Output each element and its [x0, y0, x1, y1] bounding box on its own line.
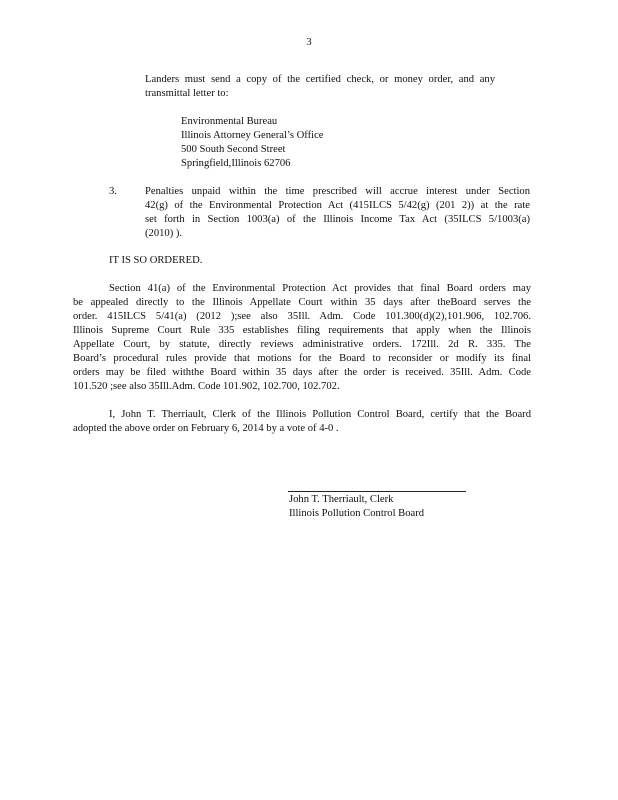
appeal-line-8: 101.520 ;see also 35Ill.Adm. Code 101.902, 102.700, 102.702.	[73, 381, 340, 392]
transmittal-paragraph	[145, 73, 495, 101]
item-3-line-3: set forth in Section 1003(a) of the Illinois Income Tax Act (35ILCS 5/1003(a)	[145, 214, 530, 225]
page-number: 3	[306, 37, 312, 48]
so-ordered-heading: IT IS SO ORDERED.	[109, 255, 203, 266]
certification-line-2: adopted the above order on February 6, 2014 by a vote of 4-0 .	[73, 423, 339, 434]
appeal-line-3: order. 415ILCS 5/41(a) (2012 );see also 35Ill. Adm. Code 101.300(d)(2),101.906, 102.706.	[73, 311, 531, 322]
address-line-4: Springfield,Illinois 62706	[181, 158, 291, 169]
signature-name: John T. Therriault, Clerk	[289, 494, 394, 505]
appeal-line-2: be appealed directly to the Illinois Appellate Court within 35 days after theBoard serves the	[73, 297, 531, 308]
transmittal-line-2: transmittal letter to:	[145, 88, 229, 99]
address-line-1: Environmental Bureau	[181, 116, 278, 127]
appeal-line-6: Board’s procedural rules provide that motions for the Board to reconsider or modify its final	[73, 353, 531, 364]
transmittal-line-1: Landers must send a copy of the certified check, or money order, and any	[145, 74, 495, 85]
item-3-number: 3.	[109, 186, 117, 197]
appeal-line-5: Appellate Court, by statute, directly reviews administrative orders. 172Ill. 2d R. 335. The	[73, 339, 531, 350]
appeal-line-4: Illinois Supreme Court Rule 335 establishes filing requirements that apply when the Illinois	[73, 325, 531, 336]
appeal-line-1: Section 41(a) of the Environmental Protection Act provides that final Board orders may	[109, 283, 531, 294]
item-3-line-4: (2010) ).	[145, 228, 183, 239]
certification-line-1: I, John T. Therriault, Clerk of the Illinois Pollution Control Board, certify that the Board	[109, 409, 531, 420]
address-line-3: 500 South Second Street	[181, 144, 286, 155]
signature-block	[289, 493, 424, 521]
appeal-paragraph	[73, 282, 531, 394]
signature-line	[288, 491, 466, 492]
item-3-line-2: 42(g) of the Environmental Protection Act (415ILCS 5/42(g) (201 2)) at the rate	[145, 200, 530, 211]
item-3-line-1: Penalties unpaid within the time prescribed will accrue interest under Section	[145, 186, 530, 197]
address-block	[181, 115, 324, 171]
item-3-paragraph	[145, 185, 530, 241]
signature-title: Illinois Pollution Control Board	[289, 508, 425, 519]
address-line-2: Illinois Attorney General’s Office	[181, 130, 324, 141]
certification-paragraph	[73, 408, 531, 436]
appeal-line-7: orders may be filed withthe Board within 35 days after the order is received. 35Ill. Adm. Code	[73, 367, 531, 378]
